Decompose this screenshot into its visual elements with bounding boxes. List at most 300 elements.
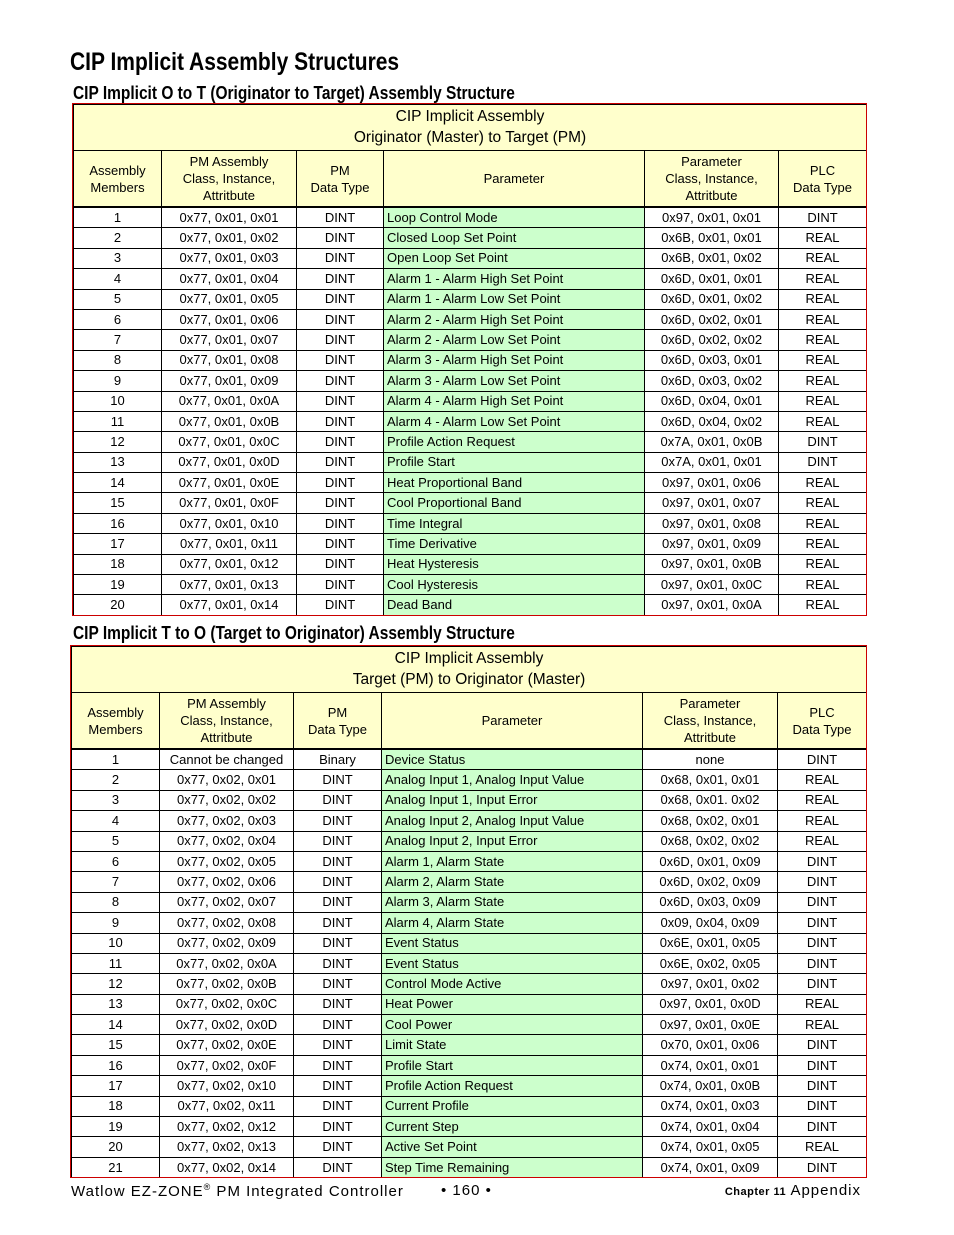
cell-member: 18 [74,554,162,574]
cell-parameter-cia: 0x6D, 0x03, 0x02 [645,371,779,391]
cell-parameter: Alarm 4, Alarm State [382,913,643,933]
cell-parameter: Analog Input 2, Input Error [382,831,643,851]
table-row [74,432,867,452]
cell-member: 13 [72,994,160,1014]
cell-parameter-cia: 0x74, 0x01, 0x0B [643,1076,778,1096]
cell-pm-data-type: DINT [297,411,384,431]
registered-mark: ® [203,1182,212,1192]
cell-pm-assembly: 0x77, 0x02, 0x02 [160,790,294,810]
cell-plc-data-type: DINT [778,1055,867,1075]
table-row [72,1137,867,1157]
cell-pm-data-type: DINT [297,493,384,513]
cell-pm-assembly: 0x77, 0x02, 0x06 [160,872,294,892]
cell-pm-assembly: 0x77, 0x02, 0x11 [160,1096,294,1116]
cell-plc-data-type: DINT [778,892,867,912]
cell-plc-data-type: REAL [779,575,867,595]
cell-pm-assembly: 0x77, 0x02, 0x0B [160,974,294,994]
header-assembly-members: Assembly Members [74,151,162,208]
cell-parameter-cia: 0x74, 0x01, 0x01 [643,1055,778,1075]
cell-parameter: Alarm 1 - Alarm High Set Point [384,269,645,289]
cell-parameter: Step Time Remaining [382,1157,643,1177]
cell-pm-assembly: 0x77, 0x02, 0x0A [160,953,294,973]
table-row [72,892,867,912]
cell-pm-assembly: 0x77, 0x01, 0x0A [162,391,297,411]
cell-pm-data-type: Binary [294,749,382,770]
cell-parameter: Event Status [382,953,643,973]
cell-member: 5 [72,831,160,851]
table-row [74,228,867,248]
cell-member: 9 [74,371,162,391]
table-row [72,974,867,994]
cell-parameter: Current Step [382,1117,643,1137]
section-title-t-to-o: CIP Implicit T to O (Target to Originator) Assembly Structure [73,623,515,643]
cell-pm-assembly: 0x77, 0x01, 0x01 [162,207,297,228]
cell-member: 19 [74,575,162,595]
cell-pm-assembly: 0x77, 0x01, 0x08 [162,350,297,370]
cell-plc-data-type: REAL [779,534,867,554]
cell-pm-data-type: DINT [294,1157,382,1177]
cell-member: 6 [72,851,160,871]
cell-pm-assembly: 0x77, 0x01, 0x0F [162,493,297,513]
cell-parameter-cia: 0x97, 0x01, 0x0C [645,575,779,595]
header-pm-data-type: PM Data Type [294,693,382,750]
cell-parameter-cia: 0x6D, 0x02, 0x02 [645,330,779,350]
cell-member: 9 [72,913,160,933]
cell-pm-assembly: 0x77, 0x02, 0x05 [160,851,294,871]
cell-parameter: Heat Proportional Band [384,473,645,493]
cell-pm-data-type: DINT [297,432,384,452]
cell-parameter-cia: 0x6D, 0x03, 0x09 [643,892,778,912]
cell-member: 3 [72,790,160,810]
cell-pm-assembly: 0x77, 0x02, 0x0F [160,1055,294,1075]
cell-member: 10 [72,933,160,953]
cell-parameter: Analog Input 1, Input Error [382,790,643,810]
cell-member: 15 [72,1035,160,1055]
cell-parameter: Current Profile [382,1096,643,1116]
table-row [72,790,867,810]
cell-pm-data-type: DINT [297,269,384,289]
cell-parameter: Device Status [382,749,643,770]
cell-pm-assembly: 0x77, 0x01, 0x05 [162,289,297,309]
cell-parameter-cia: 0x97, 0x01, 0x0D [643,994,778,1014]
cell-pm-data-type: DINT [297,595,384,615]
cell-plc-data-type: REAL [779,411,867,431]
cell-member: 16 [72,1055,160,1075]
t-to-o-assembly-table [71,646,867,1178]
cell-parameter: Closed Loop Set Point [384,228,645,248]
cell-pm-assembly: 0x77, 0x01, 0x13 [162,575,297,595]
banner-line-2: Originator (Master) to Target (PM) [353,129,587,146]
table-row [74,554,867,574]
cell-member: 6 [74,309,162,329]
cell-parameter-cia: 0x7A, 0x01, 0x01 [645,452,779,472]
cell-pm-assembly: 0x77, 0x02, 0x0E [160,1035,294,1055]
cell-parameter-cia: 0x6E, 0x01, 0x05 [643,933,778,953]
table-row [74,513,867,533]
table-row [72,1076,867,1096]
cell-member: 17 [72,1076,160,1096]
cell-pm-data-type: DINT [294,913,382,933]
cell-member: 11 [74,411,162,431]
table-row [74,452,867,472]
cell-member: 7 [72,872,160,892]
cell-pm-assembly: 0x77, 0x01, 0x10 [162,513,297,533]
cell-member: 3 [74,248,162,268]
table-row [74,473,867,493]
cell-pm-data-type: DINT [297,513,384,533]
cell-parameter-cia: 0x74, 0x01, 0x03 [643,1096,778,1116]
cell-parameter: Profile Action Request [382,1076,643,1096]
cell-parameter: Time Integral [384,513,645,533]
cell-pm-data-type: DINT [294,892,382,912]
cell-pm-data-type: DINT [294,770,382,790]
cell-member: 11 [72,953,160,973]
table-row [72,913,867,933]
cell-pm-data-type: DINT [294,1015,382,1035]
cell-parameter: Control Mode Active [382,974,643,994]
cell-plc-data-type: REAL [778,770,867,790]
cell-parameter: Profile Start [382,1055,643,1075]
table-row [74,493,867,513]
cell-plc-data-type: REAL [779,595,867,615]
cell-parameter-cia: 0x97, 0x01, 0x01 [645,207,779,228]
cell-pm-data-type: DINT [297,452,384,472]
cell-parameter-cia: 0x7A, 0x01, 0x0B [645,432,779,452]
cell-member: 19 [72,1117,160,1137]
cell-plc-data-type: DINT [778,953,867,973]
footer-page-number: • 160 • [441,1182,492,1199]
cell-plc-data-type: REAL [779,391,867,411]
cell-parameter: Time Derivative [384,534,645,554]
cell-pm-data-type: DINT [297,473,384,493]
o-to-t-assembly-table [73,104,867,616]
cell-parameter-cia: 0x68, 0x01. 0x02 [643,790,778,810]
page-title: CIP Implicit Assembly Structures [70,48,400,76]
cell-member: 2 [72,770,160,790]
cell-plc-data-type: DINT [779,207,867,228]
cell-member: 8 [74,350,162,370]
cell-plc-data-type: REAL [779,493,867,513]
cell-member: 17 [74,534,162,554]
table-row [74,575,867,595]
cell-plc-data-type: REAL [779,228,867,248]
cell-parameter-cia: 0x97, 0x01, 0x02 [643,974,778,994]
cell-parameter-cia: 0x68, 0x01, 0x01 [643,770,778,790]
cell-parameter: Alarm 4 - Alarm Low Set Point [384,411,645,431]
cell-pm-data-type: DINT [294,851,382,871]
cell-plc-data-type: REAL [779,289,867,309]
cell-pm-data-type: DINT [294,1055,382,1075]
cell-pm-assembly: 0x77, 0x02, 0x13 [160,1137,294,1157]
cell-plc-data-type: REAL [778,790,867,810]
cell-plc-data-type: DINT [778,851,867,871]
cell-member: 1 [74,207,162,228]
cell-parameter-cia: 0x6D, 0x04, 0x01 [645,391,779,411]
cell-parameter-cia: 0x6D, 0x02, 0x01 [645,309,779,329]
cell-parameter-cia: 0x97, 0x01, 0x0A [645,595,779,615]
cell-parameter: Alarm 2, Alarm State [382,872,643,892]
cell-parameter-cia: 0x6D, 0x01, 0x01 [645,269,779,289]
cell-parameter-cia: 0x6D, 0x03, 0x01 [645,350,779,370]
cell-parameter-cia: 0x97, 0x01, 0x0B [645,554,779,574]
table-row [74,391,867,411]
footer-product-suffix: PM Integrated Controller [211,1183,404,1200]
cell-parameter: Profile Action Request [384,432,645,452]
table-row [74,289,867,309]
cell-member: 12 [74,432,162,452]
cell-plc-data-type: DINT [778,974,867,994]
table-row [74,330,867,350]
cell-parameter-cia: 0x68, 0x02, 0x02 [643,831,778,851]
cell-pm-assembly: 0x77, 0x02, 0x01 [160,770,294,790]
cell-pm-data-type: DINT [294,953,382,973]
cell-parameter: Heat Hysteresis [384,554,645,574]
section-title-o-to-t: CIP Implicit O to T (Originator to Target) Assembly Structure [73,83,515,103]
table-row [74,269,867,289]
cell-pm-assembly: 0x77, 0x02, 0x03 [160,811,294,831]
table-row [74,207,867,228]
cell-plc-data-type: DINT [778,1096,867,1116]
cell-pm-assembly: 0x77, 0x01, 0x0B [162,411,297,431]
footer-product-name: Watlow EZ-ZONE [71,1183,204,1200]
cell-plc-data-type: DINT [778,933,867,953]
cell-pm-assembly: 0x77, 0x01, 0x0E [162,473,297,493]
cell-parameter: Dead Band [384,595,645,615]
cell-member: 8 [72,892,160,912]
cell-pm-data-type: DINT [297,248,384,268]
cell-pm-data-type: DINT [294,994,382,1014]
table-row [72,933,867,953]
cell-pm-assembly: 0x77, 0x01, 0x06 [162,309,297,329]
cell-parameter-cia: 0x6D, 0x02, 0x09 [643,872,778,892]
table-row [72,831,867,851]
table-row [74,350,867,370]
table-banner [74,105,867,151]
footer-chapter-label: Chapter 11 [724,1186,787,1198]
cell-member: 7 [74,330,162,350]
cell-parameter: Cool Hysteresis [384,575,645,595]
cell-parameter-cia: 0x97, 0x01, 0x08 [645,513,779,533]
table-row [72,994,867,1014]
cell-plc-data-type: DINT [778,1035,867,1055]
cell-parameter-cia: 0x68, 0x02, 0x01 [643,811,778,831]
cell-plc-data-type: REAL [778,811,867,831]
cell-pm-data-type: DINT [294,974,382,994]
table-row [72,1157,867,1177]
table-row [74,371,867,391]
cell-pm-data-type: DINT [294,1137,382,1157]
header-pm-data-type: PM Data Type [297,151,384,208]
cell-parameter: Heat Power [382,994,643,1014]
footer-chapter-name: Appendix [786,1182,861,1199]
cell-plc-data-type: DINT [778,749,867,770]
header-pm-assembly-cia: PM Assembly Class, Instance, Attritbute [160,693,294,750]
cell-member: 4 [72,811,160,831]
cell-member: 4 [74,269,162,289]
cell-plc-data-type: DINT [778,1117,867,1137]
table-row [74,411,867,431]
cell-parameter: Cool Proportional Band [384,493,645,513]
cell-member: 1 [72,749,160,770]
cell-pm-data-type: DINT [297,534,384,554]
cell-pm-data-type: DINT [294,1035,382,1055]
cell-parameter-cia: 0x70, 0x01, 0x06 [643,1035,778,1055]
column-header-row [72,693,867,750]
header-parameter-cia: Parameter Class, Instance, Attritbute [643,693,778,750]
header-pm-assembly-cia: PM Assembly Class, Instance, Attritbute [162,151,297,208]
cell-pm-data-type: DINT [294,790,382,810]
cell-pm-assembly: 0x77, 0x01, 0x04 [162,269,297,289]
column-header-row [74,151,867,208]
cell-member: 15 [74,493,162,513]
table-row [72,1055,867,1075]
cell-pm-assembly: Cannot be changed [160,749,294,770]
footer-product [71,1182,404,1200]
cell-pm-data-type: DINT [294,811,382,831]
banner-line-2: Target (PM) to Originator (Master) [352,671,586,688]
cell-pm-assembly: 0x77, 0x02, 0x12 [160,1117,294,1137]
cell-member: 2 [74,228,162,248]
cell-parameter-cia: 0x6D, 0x01, 0x09 [643,851,778,871]
cell-pm-data-type: DINT [297,289,384,309]
cell-member: 10 [74,391,162,411]
cell-pm-assembly: 0x77, 0x01, 0x07 [162,330,297,350]
cell-pm-assembly: 0x77, 0x02, 0x08 [160,913,294,933]
cell-parameter-cia: 0x6D, 0x01, 0x02 [645,289,779,309]
table-row [74,309,867,329]
cell-pm-assembly: 0x77, 0x02, 0x10 [160,1076,294,1096]
cell-parameter-cia: none [643,749,778,770]
table-row [72,1096,867,1116]
cell-member: 14 [72,1015,160,1035]
cell-parameter-cia: 0x74, 0x01, 0x05 [643,1137,778,1157]
cell-pm-data-type: DINT [294,872,382,892]
cell-pm-assembly: 0x77, 0x01, 0x0D [162,452,297,472]
cell-parameter: Alarm 1, Alarm State [382,851,643,871]
cell-pm-data-type: DINT [294,1117,382,1137]
cell-pm-data-type: DINT [297,330,384,350]
cell-pm-data-type: DINT [297,554,384,574]
cell-parameter-cia: 0x74, 0x01, 0x04 [643,1117,778,1137]
cell-plc-data-type: REAL [779,330,867,350]
cell-plc-data-type: REAL [779,371,867,391]
cell-pm-data-type: DINT [297,350,384,370]
header-plc-data-type: PLC Data Type [779,151,867,208]
cell-pm-assembly: 0x77, 0x01, 0x11 [162,534,297,554]
cell-parameter: Alarm 3 - Alarm High Set Point [384,350,645,370]
banner-line-1: CIP Implicit Assembly [394,650,544,667]
cell-parameter-cia: 0x97, 0x01, 0x07 [645,493,779,513]
cell-parameter: Alarm 3 - Alarm Low Set Point [384,371,645,391]
cell-parameter: Alarm 4 - Alarm High Set Point [384,391,645,411]
table-row [74,534,867,554]
cell-parameter-cia: 0x6B, 0x01, 0x01 [645,228,779,248]
cell-parameter-cia: 0x6D, 0x04, 0x02 [645,411,779,431]
cell-plc-data-type: REAL [778,994,867,1014]
cell-plc-data-type: DINT [778,1076,867,1096]
cell-parameter-cia: 0x97, 0x01, 0x06 [645,473,779,493]
cell-pm-assembly: 0x77, 0x02, 0x09 [160,933,294,953]
cell-parameter: Alarm 2 - Alarm High Set Point [384,309,645,329]
cell-pm-data-type: DINT [297,309,384,329]
cell-plc-data-type: REAL [779,554,867,574]
cell-plc-data-type: REAL [779,513,867,533]
cell-member: 21 [72,1157,160,1177]
header-plc-data-type: PLC Data Type [778,693,867,750]
cell-plc-data-type: REAL [779,248,867,268]
cell-parameter-cia: 0x97, 0x01, 0x09 [645,534,779,554]
cell-pm-assembly: 0x77, 0x01, 0x14 [162,595,297,615]
table-row [72,811,867,831]
cell-member: 20 [74,595,162,615]
cell-parameter: Loop Control Mode [384,207,645,228]
table-row [72,1015,867,1035]
cell-plc-data-type: REAL [778,831,867,851]
cell-parameter-cia: 0x6E, 0x02, 0x05 [643,953,778,973]
cell-pm-data-type: DINT [297,371,384,391]
table-row [74,248,867,268]
cell-member: 12 [72,974,160,994]
header-parameter-cia: Parameter Class, Instance, Attritbute [645,151,779,208]
table-row [72,953,867,973]
cell-pm-data-type: DINT [294,1076,382,1096]
cell-member: 14 [74,473,162,493]
cell-plc-data-type: REAL [779,269,867,289]
table-row [72,872,867,892]
cell-member: 16 [74,513,162,533]
table-row [72,1035,867,1055]
cell-pm-assembly: 0x77, 0x02, 0x0C [160,994,294,1014]
cell-parameter: Alarm 1 - Alarm Low Set Point [384,289,645,309]
cell-pm-assembly: 0x77, 0x01, 0x0C [162,432,297,452]
cell-parameter: Alarm 3, Alarm State [382,892,643,912]
header-parameter: Parameter [384,151,645,208]
cell-plc-data-type: REAL [779,473,867,493]
cell-parameter: Open Loop Set Point [384,248,645,268]
header-assembly-members: Assembly Members [72,693,160,750]
cell-member: 13 [74,452,162,472]
cell-parameter: Cool Power [382,1015,643,1035]
cell-plc-data-type: DINT [778,872,867,892]
cell-pm-data-type: DINT [297,391,384,411]
table-row [72,770,867,790]
table-row [74,595,867,615]
cell-pm-data-type: DINT [297,575,384,595]
cell-plc-data-type: REAL [779,350,867,370]
cell-pm-assembly: 0x77, 0x01, 0x03 [162,248,297,268]
cell-pm-data-type: DINT [297,228,384,248]
cell-plc-data-type: REAL [779,309,867,329]
cell-parameter: Active Set Point [382,1137,643,1157]
table-row [72,851,867,871]
table-row [72,749,867,770]
cell-member: 18 [72,1096,160,1116]
cell-pm-data-type: DINT [294,831,382,851]
cell-pm-assembly: 0x77, 0x02, 0x0D [160,1015,294,1035]
cell-parameter: Event Status [382,933,643,953]
table-banner [72,647,867,693]
banner-line-1: CIP Implicit Assembly [395,108,545,125]
cell-pm-assembly: 0x77, 0x01, 0x09 [162,371,297,391]
cell-parameter: Profile Start [384,452,645,472]
cell-plc-data-type: REAL [778,1015,867,1035]
cell-pm-assembly: 0x77, 0x01, 0x12 [162,554,297,574]
cell-plc-data-type: DINT [778,913,867,933]
cell-pm-assembly: 0x77, 0x02, 0x07 [160,892,294,912]
table-row [72,1117,867,1137]
cell-pm-assembly: 0x77, 0x02, 0x14 [160,1157,294,1177]
cell-parameter: Alarm 2 - Alarm Low Set Point [384,330,645,350]
